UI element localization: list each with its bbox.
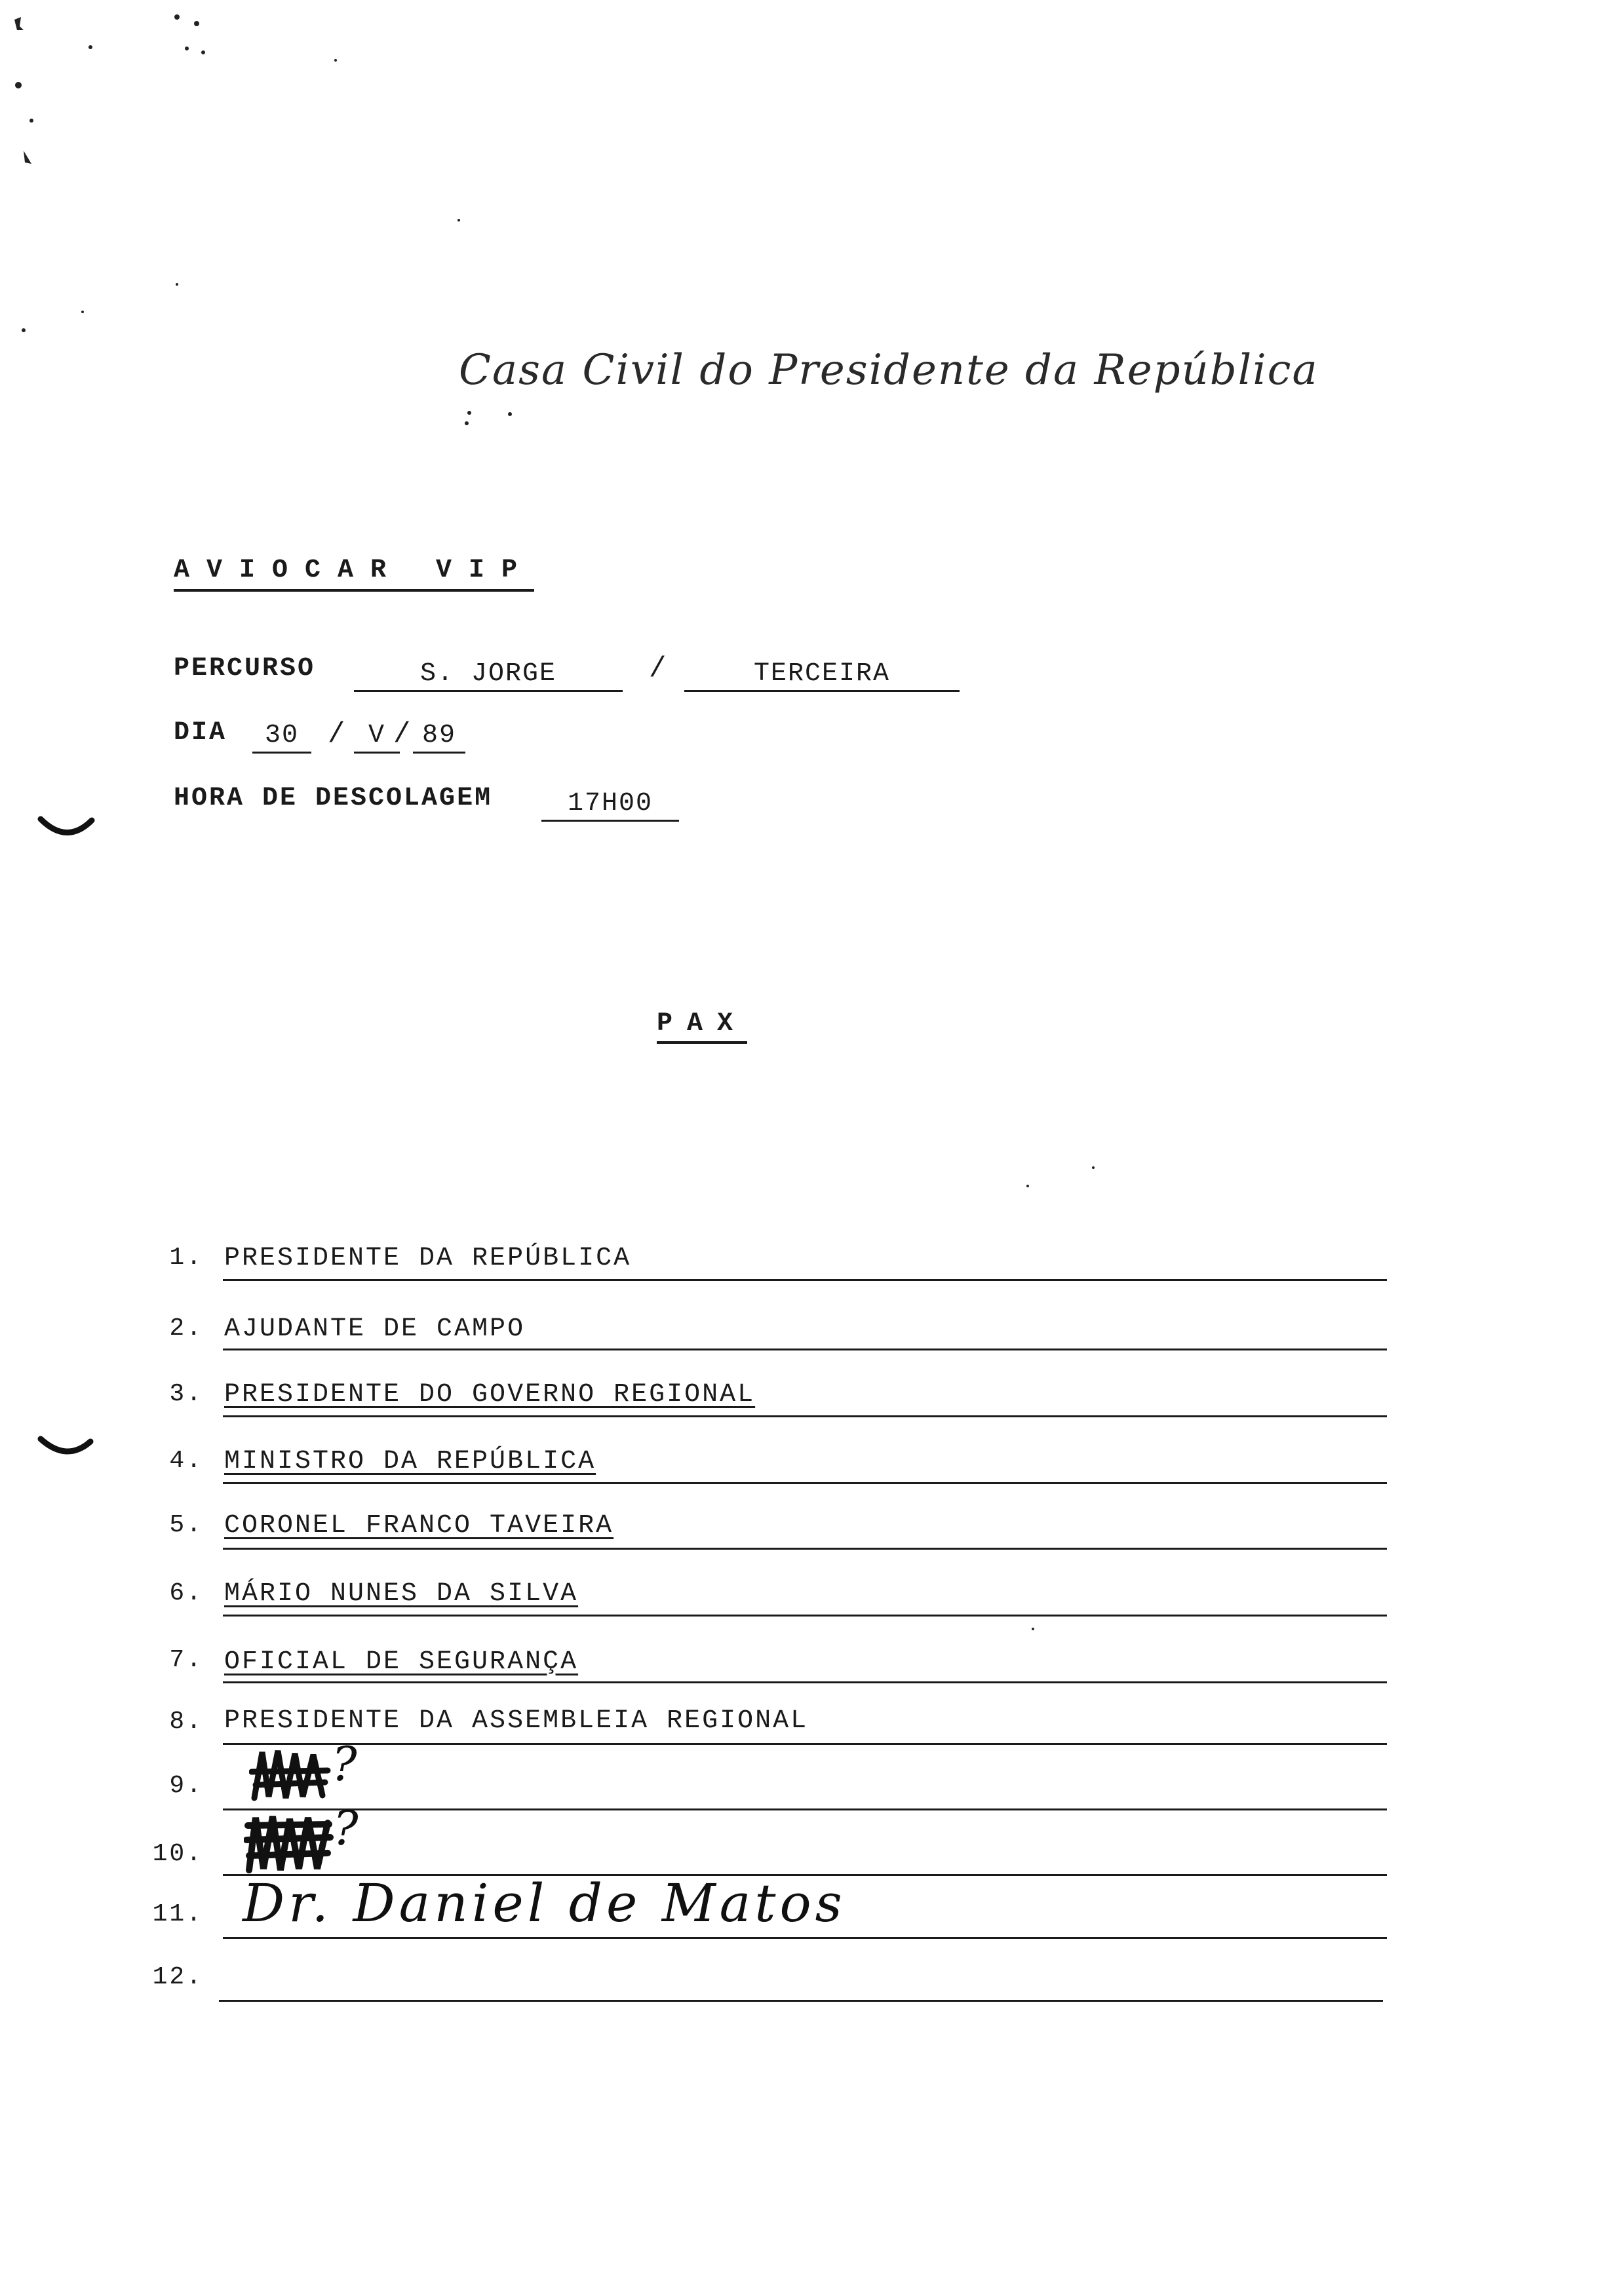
passenger-num-8: 8.	[169, 1708, 203, 1736]
passenger-name-9: ?	[332, 1736, 357, 1791]
passenger-name-4: MINISTRO DA REPÚBLICA	[224, 1447, 596, 1476]
passenger-num-2: 2.	[169, 1314, 203, 1343]
passenger-name-5: CORONEL FRANCO TAVEIRA	[224, 1511, 614, 1540]
percurso-label: PERCURSO	[174, 654, 316, 683]
scribble-mark-9	[249, 1746, 334, 1805]
percurso-to-field: TERCEIRA	[684, 659, 960, 692]
passenger-name-11: Dr. Daniel de Matos	[243, 1873, 846, 1934]
percurso-separator: /	[649, 653, 667, 685]
scribble-mark-10	[244, 1810, 336, 1875]
passenger-name-3: PRESIDENTE DO GOVERNO REGIONAL	[224, 1380, 756, 1409]
passenger-num-6: 6.	[169, 1579, 203, 1607]
pax-heading: PAX	[657, 1009, 747, 1044]
passenger-name-8: PRESIDENTE DA ASSEMBLEIA REGIONAL	[224, 1706, 809, 1736]
passenger-line-5	[223, 1548, 1387, 1550]
passenger-line-11	[223, 1937, 1387, 1939]
hora-label: HORA DE DESCOLAGEM	[174, 784, 493, 813]
passenger-line-4	[223, 1482, 1387, 1484]
passenger-num-3: 3.	[169, 1380, 203, 1408]
passenger-num-12: 12.	[152, 1963, 203, 1991]
passenger-line-9	[223, 1808, 1387, 1810]
letterhead: Casa Civil do Presidente da República	[459, 346, 1319, 394]
passenger-num-4: 4.	[169, 1447, 203, 1475]
passenger-line-12	[219, 2000, 1383, 2002]
dia-separator-2: /	[393, 718, 411, 751]
passenger-line-6	[223, 1615, 1387, 1617]
passenger-name-6: MÁRIO NUNES DA SILVA	[224, 1579, 579, 1609]
passenger-line-7	[223, 1681, 1387, 1683]
passenger-num-10: 10.	[152, 1840, 203, 1868]
passenger-num-5: 5.	[169, 1511, 203, 1539]
passenger-name-10: ?	[333, 1801, 359, 1856]
passenger-num-11: 11.	[152, 1900, 203, 1928]
dia-year-field: 89	[413, 721, 465, 754]
passenger-line-3	[223, 1415, 1387, 1417]
dia-label: DIA	[174, 718, 227, 748]
passenger-num-1: 1.	[169, 1244, 203, 1272]
document-title: AVIOCAR VIP	[174, 556, 534, 592]
passenger-num-7: 7.	[169, 1646, 203, 1674]
passenger-name-1: PRESIDENTE DA REPÚBLICA	[224, 1244, 632, 1273]
passenger-line-8	[223, 1743, 1387, 1745]
dia-separator-1: /	[328, 718, 345, 751]
dia-month-field: V	[354, 721, 400, 754]
passenger-name-2: AJUDANTE DE CAMPO	[224, 1314, 526, 1344]
hora-value-field: 17H00	[541, 789, 679, 822]
passenger-num-9: 9.	[169, 1772, 203, 1800]
percurso-from-field: S. JORGE	[354, 659, 623, 692]
dia-day-field: 30	[252, 721, 311, 754]
passenger-name-7: OFICIAL DE SEGURANÇA	[224, 1647, 579, 1677]
passenger-line-2	[223, 1349, 1387, 1350]
passenger-line-1	[223, 1279, 1387, 1281]
